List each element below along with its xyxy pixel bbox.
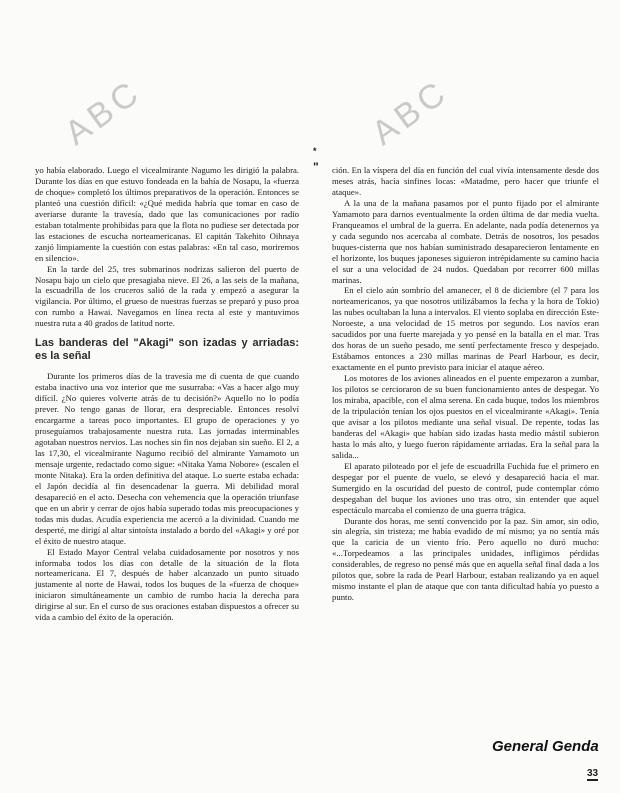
paragraph: Durante dos horas, me sentí convencido por la paz. Sin amor, sin odio, sin alegría, sin tristeza; me había evadido de mí mismo; ya no sentía más que la caricia de un viento frío. Pero aquello no duró mucho: «...Torpedeamos a las principales unidades, infligimos pérdidas considerables, de regreso no pensé más que en aquella señal final dada a los pilotos que, sobre la rada de Pearl Harbour, estaban realizando ya en aquel mismo instante el plan de ataque que con tanta dificultad había yo puesto a punto. <box>332 515 599 603</box>
paragraph: Los motores de los aviones alineados en el puente empezaron a zumbar, los pilotos se cercioraron de su buen funcionamiento antes de despegar. Yo los miraba, apacible, con el alma serena. En cada buque, todos los miembros de la tripulación tenían los ojos puestos en el vicealmirante «Akagi». Tenía que avisar a los pilotos mediante una señal visual. De repente, todas las banderas del «Akagi» que habían sido izadas hasta medio mástil subieron hasta lo más alto, y luego fueron rápidamente arriadas. Era la señal para la salida... <box>332 373 599 460</box>
paragraph: En la tarde del 25, tres submarinos nodrizas salieron del puerto de Nosapu bajo un cielo que presagiaba nieve. El 26, a las seis de la mañana, la escuadrilla de los cruceros salió de la rada y empezó a asegurar la vigilancia. Por último, el grueso de nuestras fuerzas se preparó y puso proa con rumbo a Hawai. Navegamos en línea recta al este y mantuvimos nuestra ruta a 40 grados de latitud norte. <box>35 263 299 329</box>
page-number: 33 <box>587 768 599 779</box>
right-text-column <box>332 165 599 603</box>
paragraph: A la una de la mañana pasamos por el punto fijado por el almirante Yamamoto para darnos eventualmente la orden última de dar media vuelta. Franqueamos el umbral de la guerra. En adelante, nada podía detenernos ya y cada segundo nos acercaba al combate. Detrás de nosotros, los pesados buques-cisterna que nos habían suministrado desaparecieron lentamente en el horizonte, los buques japoneses siguieron intrépidamente su camino hacia el sur a una velocidad de 24 nudos. Quedaban por recorrer 600 millas marinas. <box>332 197 599 285</box>
paragraph: Durante los primeros días de la travesía me di cuenta de que cuando estaba inactivo una voz interior que me susurraba: «Vas a hacer algo muy difícil. ¿No quieres volverte atrás de tu decisión?» Aquello no lo podía prever. No tengo ganas de llorar, era despreciable. Entonces resolví encargarme a tareas poco importantes. El grupo de operaciones y yo proseguíamos trabajosamente nuestra ruta. Las jornadas interminables agotaban nuestros nervios. Las noches sin fin nos dejaban sin sueño. El 2, a las 17,30, el vicealmirante Nagumo recibió del almirante Yamamoto un mensaje urgente, redactado como sigue: «Nitaka Yama Nobore» (escalen el monte Nitaka). Era la orden definitiva del ataque. Lo suerte estaba echada: el Japón decidía al fin desencadenar la guerra. Mi debilidad moral desapareció en el acto. Desecha con vehemencia que la operación triunfase que en un abrir y cerrar de ojos había superado todas mis preocupaciones y todas mis dudas. Acudía experiencia me acercó a la divinidad. Cuando me desperté, me dirigí al altar sintoísta instalado a bordo del «Akagi» y oré por el éxito de nuestro ataque. <box>35 371 299 546</box>
author-signature: General Genda <box>492 738 599 755</box>
paragraph: ción. En la víspera del día en función del cual vivía intensamente desde dos meses atrás, hacía sinfines locas: «Matadme, pero hacer que triunfe el ataque». <box>332 165 599 197</box>
paragraph: El Estado Mayor Central velaba cuidadosamente por nosotros y nos informaba todos los días con detalle de la situación de la flota norteamericana. El 7, después de haber alcanzado un punto situado justamente al norte de Hawai, todos los buques de la «fuerza de choque» iniciaron simultáneamente un cambio de rumbo hacia la derecha para dirigirse al sur. En el curso de sus oraciones estaban dispuestos a ofrecer su vida a cambio del éxito de la operación. <box>35 546 299 623</box>
column-divider-mark: * <box>313 146 317 156</box>
section-heading: Las banderas del "Akagi" son izadas y arriadas: es la señal <box>35 337 299 363</box>
paragraph: yo había elaborado. Luego el vicealmirante Nagumo les dirigió la palabra. Durante los días en que estuvo fondeada en la bahía de Nosapu, la «fuerza de choque» completó los últimos preparativos de la operación. Entonces se planteó una cuestión difícil: «¿Qué medida habría que tomar en caso de averiarse durante la travesía, dado que las comunicaciones por radio estaban totalmente prohibidas para que la flota no pudiese ser detectada por las estaciones de escucha norteamericanas. El capitán Takehito Oihnaya zanjó limpiamente la cuestión con estas palabras: «En tal caso, moriremos en silencio». <box>35 165 299 263</box>
abc-watermark-right: ABC <box>365 72 457 153</box>
paragraph: El aparato piloteado por el jefe de escuadrilla Fuchida fue el primero en despegar por el puente de vuelo, se elevó y desapareció hacia el mar. Sumergido en la oscuridad del puesto de control, pude contemplar cómo despegaban del buque los aviones uno tras otro, sin entender que aquel espectáculo marcaba el comienzo de una guerra trágica. <box>332 460 599 515</box>
left-text-column <box>35 165 299 623</box>
column-quote-mark: " <box>313 160 319 174</box>
paragraph: En el cielo aún sombrío del amanecer, el 8 de diciembre (el 7 para los norteamericanos, ya que nosotros utilizábamos la fecha y la hora de Tokio) las nubes ocultaban la luna a intervalos. El viento soplaba en dirección Este-Noroeste, a una velocidad de 15 metros por segundo. Los navíos eran sacudidos por una fuerte marejada y yo pensé en la batalla en el mar. Tras dos horas de un sueño pesado, me sentí perfectamente fresco y despejado. Estábamos entonces a 230 millas marinas de Pearl Harbour, es decir, exactamente en el punto previsto para iniciar el ataque aéreo. <box>332 285 599 373</box>
abc-watermark-left: ABC <box>58 72 150 153</box>
